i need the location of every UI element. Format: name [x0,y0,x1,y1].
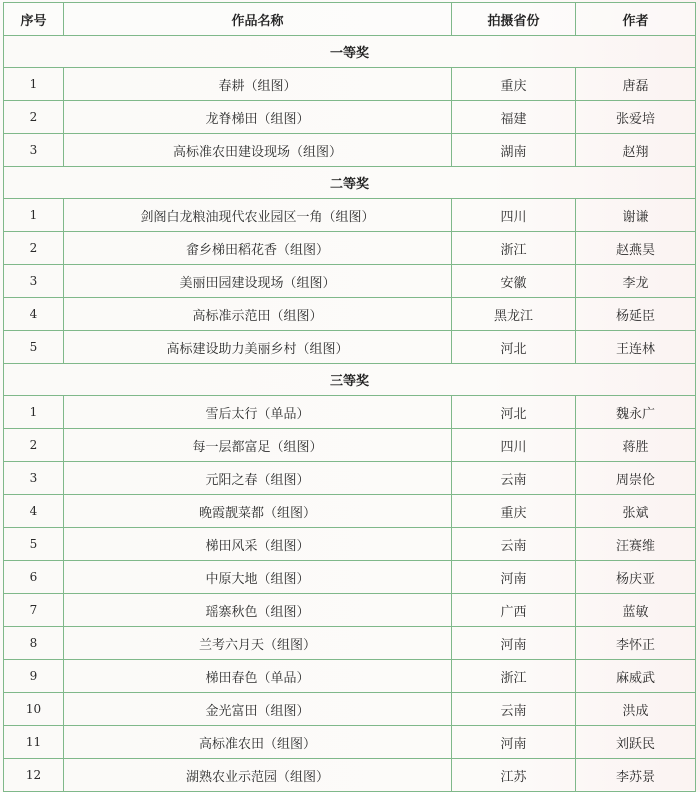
cell-author: 麻威武 [576,660,696,693]
cell-title: 湖熟农业示范园（组图） [64,759,452,792]
cell-number: 1 [4,199,64,232]
cell-province: 河北 [452,396,576,429]
cell-number: 2 [4,429,64,462]
table-row [4,759,696,792]
cell-author: 王连林 [576,331,696,364]
cell-number: 4 [4,495,64,528]
section-row [4,364,696,396]
cell-province: 浙江 [452,660,576,693]
cell-author: 谢谦 [576,199,696,232]
cell-province: 云南 [452,528,576,561]
table-row [4,462,696,495]
table-row [4,693,696,726]
section-title: 一等奖 [4,36,696,68]
table-row [4,68,696,101]
cell-author: 李苏景 [576,759,696,792]
cell-author: 杨延臣 [576,298,696,331]
table-row [4,331,696,364]
cell-title: 瑶寨秋色（组图） [64,594,452,627]
header-title: 作品名称 [64,3,452,36]
table-row [4,199,696,232]
cell-number: 8 [4,627,64,660]
cell-number: 3 [4,462,64,495]
section-row [4,36,696,68]
cell-number: 7 [4,594,64,627]
header-row [4,3,696,36]
cell-number: 10 [4,693,64,726]
cell-province: 重庆 [452,495,576,528]
table-row [4,101,696,134]
cell-title: 高标准农田（组图） [64,726,452,759]
section-title: 三等奖 [4,364,696,396]
cell-title: 中原大地（组图） [64,561,452,594]
cell-author: 李龙 [576,265,696,298]
cell-title: 金光富田（组图） [64,693,452,726]
table-row [4,298,696,331]
cell-author: 杨庆亚 [576,561,696,594]
cell-number: 2 [4,232,64,265]
awards-table [3,2,696,792]
cell-number: 2 [4,101,64,134]
cell-province: 四川 [452,199,576,232]
cell-title: 剑阁白龙粮油现代农业园区一角（组图） [64,199,452,232]
table-row [4,528,696,561]
cell-author: 李怀正 [576,627,696,660]
cell-author: 刘跃民 [576,726,696,759]
table-row [4,627,696,660]
cell-number: 11 [4,726,64,759]
cell-number: 1 [4,68,64,101]
cell-title: 龙脊梯田（组图） [64,101,452,134]
table-row [4,134,696,167]
table-row [4,660,696,693]
table-row [4,429,696,462]
cell-province: 河南 [452,627,576,660]
cell-title: 高标准示范田（组图） [64,298,452,331]
cell-title: 兰考六月天（组图） [64,627,452,660]
cell-number: 5 [4,528,64,561]
cell-title: 每一层都富足（组图） [64,429,452,462]
cell-author: 唐磊 [576,68,696,101]
cell-author: 周崇伦 [576,462,696,495]
cell-number: 4 [4,298,64,331]
table-body [4,36,696,792]
cell-title: 梯田春色（单品） [64,660,452,693]
cell-province: 福建 [452,101,576,134]
cell-author: 汪赛维 [576,528,696,561]
cell-province: 重庆 [452,68,576,101]
table-row [4,561,696,594]
cell-province: 黑龙江 [452,298,576,331]
cell-province: 河南 [452,726,576,759]
cell-author: 张爱培 [576,101,696,134]
section-row [4,167,696,199]
table-row [4,232,696,265]
cell-province: 云南 [452,693,576,726]
cell-title: 畲乡梯田稻花香（组图） [64,232,452,265]
cell-province: 浙江 [452,232,576,265]
cell-province: 云南 [452,462,576,495]
table-row [4,726,696,759]
cell-number: 3 [4,265,64,298]
table-row [4,265,696,298]
cell-title: 晚霞靓菜都（组图） [64,495,452,528]
cell-title: 高标准农田建设现场（组图） [64,134,452,167]
table-row [4,594,696,627]
cell-title: 春耕（组图） [64,68,452,101]
cell-province: 江苏 [452,759,576,792]
cell-number: 1 [4,396,64,429]
table-row [4,396,696,429]
cell-author: 洪成 [576,693,696,726]
cell-author: 蓝敏 [576,594,696,627]
cell-author: 魏永广 [576,396,696,429]
cell-number: 5 [4,331,64,364]
cell-author: 张斌 [576,495,696,528]
cell-number: 3 [4,134,64,167]
cell-province: 广西 [452,594,576,627]
cell-number: 12 [4,759,64,792]
header-province: 拍摄省份 [452,3,576,36]
cell-title: 元阳之春（组图） [64,462,452,495]
cell-number: 9 [4,660,64,693]
table-row [4,495,696,528]
cell-title: 美丽田园建设现场（组图） [64,265,452,298]
cell-author: 赵燕昊 [576,232,696,265]
cell-title: 雪后太行（单品） [64,396,452,429]
cell-province: 湖南 [452,134,576,167]
section-title: 二等奖 [4,167,696,199]
cell-province: 四川 [452,429,576,462]
cell-title: 高标建设助力美丽乡村（组图） [64,331,452,364]
cell-province: 安徽 [452,265,576,298]
header-author: 作者 [576,3,696,36]
cell-title: 梯田风采（组图） [64,528,452,561]
header-number: 序号 [4,3,64,36]
cell-province: 河南 [452,561,576,594]
cell-author: 蒋胜 [576,429,696,462]
cell-province: 河北 [452,331,576,364]
cell-author: 赵翔 [576,134,696,167]
cell-number: 6 [4,561,64,594]
